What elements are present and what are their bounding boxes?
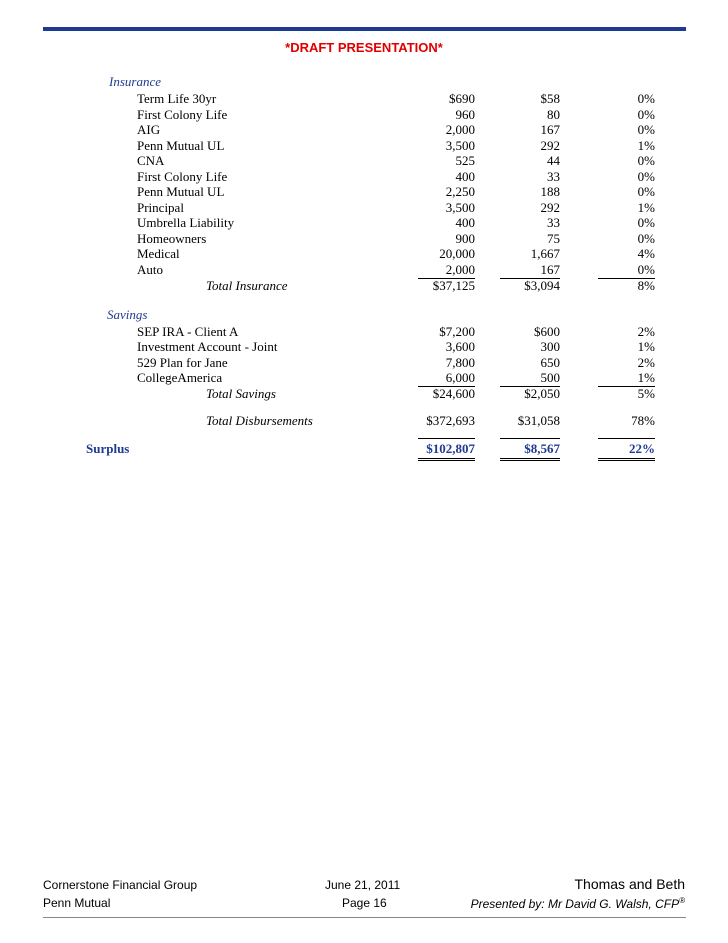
double-underline	[598, 460, 655, 461]
row-label: Principal	[137, 200, 184, 215]
table-row	[0, 262, 728, 278]
row-annual: 400	[455, 215, 475, 230]
total-percent: 78%	[631, 413, 655, 428]
underline	[598, 438, 655, 439]
row-percent: 1%	[637, 339, 655, 354]
draft-banner: *DRAFT PRESENTATION*	[285, 40, 443, 55]
total-label: Total Savings	[206, 386, 276, 401]
row-label: First Colony Life	[137, 169, 228, 184]
surplus-monthly: $8,567	[524, 441, 560, 456]
table-row	[0, 138, 728, 154]
row-label: First Colony Life	[137, 107, 228, 122]
table-row	[0, 184, 728, 200]
table-row	[0, 153, 728, 169]
surplus-row	[0, 441, 728, 457]
row-monthly: 300	[540, 339, 560, 354]
registered-mark: ®	[679, 896, 685, 905]
row-label: Homeowners	[137, 231, 207, 246]
row-percent: 1%	[637, 138, 655, 153]
row-annual: $7,200	[439, 324, 475, 339]
total-annual: $37,125	[432, 278, 475, 293]
table-row	[0, 339, 728, 355]
total-percent: 8%	[637, 278, 655, 293]
row-annual: 6,000	[445, 370, 475, 385]
row-annual: 7,800	[445, 355, 475, 370]
row-monthly: 292	[540, 138, 560, 153]
row-percent: 2%	[637, 324, 655, 339]
row-percent: 0%	[637, 107, 655, 122]
row-label: Auto	[137, 262, 163, 277]
row-percent: 0%	[637, 231, 655, 246]
total-monthly: $2,050	[524, 386, 560, 401]
table-row	[0, 324, 728, 340]
double-underline	[598, 458, 655, 459]
underline	[418, 438, 475, 439]
row-label: CNA	[137, 153, 165, 168]
row-percent: 0%	[637, 122, 655, 137]
presented-by-text: Presented by: Mr David G. Walsh, CFP	[470, 897, 680, 911]
row-annual: 900	[455, 231, 475, 246]
table-row	[0, 246, 728, 262]
row-monthly: 33	[547, 169, 560, 184]
total-annual: $24,600	[432, 386, 475, 401]
row-annual: 2,000	[445, 122, 475, 137]
table-row	[0, 91, 728, 107]
surplus-percent: 22%	[629, 441, 655, 456]
footer-presented-by	[471, 896, 685, 911]
row-percent: 1%	[637, 370, 655, 385]
row-label: Umbrella Liability	[137, 215, 235, 230]
surplus-annual: $102,807	[426, 441, 475, 456]
table-row	[0, 231, 728, 247]
row-monthly: $600	[534, 324, 560, 339]
footer-company: Cornerstone Financial Group	[43, 878, 198, 892]
row-percent: 0%	[637, 215, 655, 230]
total-disbursements-row	[0, 413, 728, 429]
row-monthly: 650	[540, 355, 560, 370]
double-underline	[500, 458, 560, 459]
row-annual: 3,500	[445, 138, 475, 153]
row-percent: 4%	[637, 246, 655, 261]
row-monthly: 167	[540, 122, 560, 137]
total-savings-row	[0, 386, 728, 402]
row-monthly: 80	[547, 107, 560, 122]
table-row	[0, 200, 728, 216]
row-annual: 20,000	[439, 246, 475, 261]
total-annual: $372,693	[426, 413, 475, 428]
row-monthly: 292	[540, 200, 560, 215]
row-monthly: $58	[540, 91, 560, 106]
row-percent: 0%	[637, 184, 655, 199]
double-underline	[500, 460, 560, 461]
double-underline	[418, 460, 475, 461]
total-label: Total Insurance	[206, 278, 288, 293]
row-annual: 525	[455, 153, 475, 168]
total-percent: 5%	[637, 386, 655, 401]
row-annual: $690	[449, 91, 475, 106]
table-row	[0, 215, 728, 231]
insurance-section-title: Insurance	[109, 74, 161, 89]
total-label: Total Disbursements	[206, 413, 313, 428]
footer-company2: Penn Mutual	[43, 896, 111, 910]
row-label: Penn Mutual UL	[137, 138, 225, 153]
row-monthly: 1,667	[530, 246, 560, 261]
footer-client: Thomas and Beth	[574, 876, 685, 892]
row-annual: 960	[455, 107, 475, 122]
row-percent: 1%	[637, 200, 655, 215]
footer-date: June 21, 2011	[325, 878, 401, 892]
row-percent: 0%	[637, 169, 655, 184]
underline	[500, 438, 560, 439]
row-label: SEP IRA - Client A	[137, 324, 239, 339]
row-percent: 0%	[637, 153, 655, 168]
row-percent: 0%	[637, 91, 655, 106]
table-row	[0, 355, 728, 371]
row-monthly: 44	[547, 153, 560, 168]
row-annual: 2,250	[445, 184, 475, 199]
row-label: CollegeAmerica	[137, 370, 223, 385]
table-row	[0, 122, 728, 138]
total-monthly: $31,058	[517, 413, 560, 428]
row-percent: 2%	[637, 355, 655, 370]
footer-page: Page 16	[342, 896, 387, 910]
surplus-label: Surplus	[86, 441, 130, 456]
row-annual: 3,600	[445, 339, 475, 354]
row-annual: 3,500	[445, 200, 475, 215]
bottom-rule	[43, 917, 686, 918]
row-annual: 400	[455, 169, 475, 184]
row-label: AIG	[137, 122, 161, 137]
table-row	[0, 169, 728, 185]
savings-section-title: Savings	[107, 307, 148, 322]
table-row	[0, 107, 728, 123]
row-monthly: 500	[540, 370, 560, 385]
row-label: 529 Plan for Jane	[137, 355, 228, 370]
row-monthly: 75	[547, 231, 560, 246]
row-monthly: 188	[540, 184, 560, 199]
table-row	[0, 370, 728, 386]
row-label: Investment Account - Joint	[137, 339, 278, 354]
row-monthly: 167	[540, 262, 560, 277]
row-annual: 2,000	[445, 262, 475, 277]
row-percent: 0%	[637, 262, 655, 277]
total-monthly: $3,094	[524, 278, 560, 293]
top-rule	[43, 27, 686, 31]
total-insurance-row	[0, 278, 728, 294]
row-label: Medical	[137, 246, 180, 261]
row-label: Penn Mutual UL	[137, 184, 225, 199]
row-label: Term Life 30yr	[137, 91, 217, 106]
double-underline	[418, 458, 475, 459]
row-monthly: 33	[547, 215, 560, 230]
